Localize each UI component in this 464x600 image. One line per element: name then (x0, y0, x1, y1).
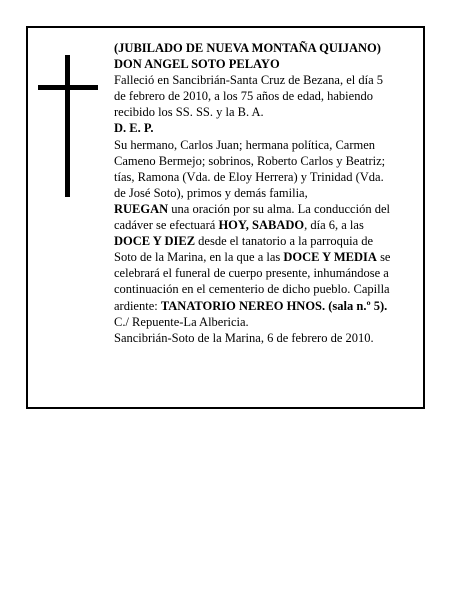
address-line: C./ Repuente-La Albericia. (114, 314, 249, 329)
cross-icon (38, 55, 98, 197)
funeral-time-keyword: DOCE Y MEDIA (283, 250, 377, 265)
request-line-7 (114, 298, 418, 314)
deceased-name: DON ANGEL SOTO PELAYO (114, 57, 280, 72)
time-keyword: DOCE Y DIEZ (114, 234, 196, 249)
cross-vertical-bar (65, 55, 70, 197)
request-line-2 (114, 217, 418, 233)
death-line: Falleció en Sancibrián-Santa Cruz de Bezana, el día 5 (114, 73, 383, 88)
request-text: , día 6, a las (304, 218, 364, 233)
request-text: cadáver se efectuará (114, 218, 219, 233)
cross-horizontal-bar (38, 85, 98, 90)
family-line: tías, Ramona (Vda. de Eloy Herrera) y Trinidad (Vda. (114, 169, 384, 184)
request-text: desde el tanatorio a la parroquia de (195, 234, 374, 249)
request-text: se (376, 250, 391, 265)
death-line: de febrero de 2010, a los 75 años de edad, habiendo (114, 89, 373, 104)
death-line: recibido los SS. SS. y la B. A. (114, 105, 264, 120)
ruegan-keyword: RUEGAN (114, 201, 169, 216)
request-line-3 (114, 233, 418, 249)
obituary-text (114, 40, 418, 346)
request-text: Soto de la Marina, en la que a las (114, 250, 284, 265)
request-line-5: celebrará el funeral de cuerpo presente, inhumándose a (114, 266, 389, 281)
day-keyword: HOY, SABADO (218, 218, 305, 233)
chapel-keyword: TANATORIO NEREO HNOS. (sala n.º 5). (160, 298, 388, 313)
footer-date-line: Sancibrián-Soto de la Marina, 6 de febrero de 2010. (114, 330, 374, 345)
family-line: Cameno Bermejo; sobrinos, Roberto Carlos y Beatriz; (114, 153, 386, 168)
dep-line: D. E. P. (114, 121, 154, 136)
request-line-4 (114, 249, 418, 265)
family-line: de José Soto), primos y demás familia, (114, 185, 308, 200)
family-line: Su hermano, Carlos Juan; hermana política, Carmen (114, 137, 376, 152)
request-line-6: continuación en el cementerio de dicho pueblo. Capilla (114, 282, 390, 297)
request-line-1 (114, 201, 418, 217)
request-text: una oración por su alma. La conducción del (168, 201, 390, 216)
request-text: ardiente: (114, 298, 161, 313)
header-line: (JUBILADO DE NUEVA MONTAÑA QUIJANO) (114, 41, 381, 55)
